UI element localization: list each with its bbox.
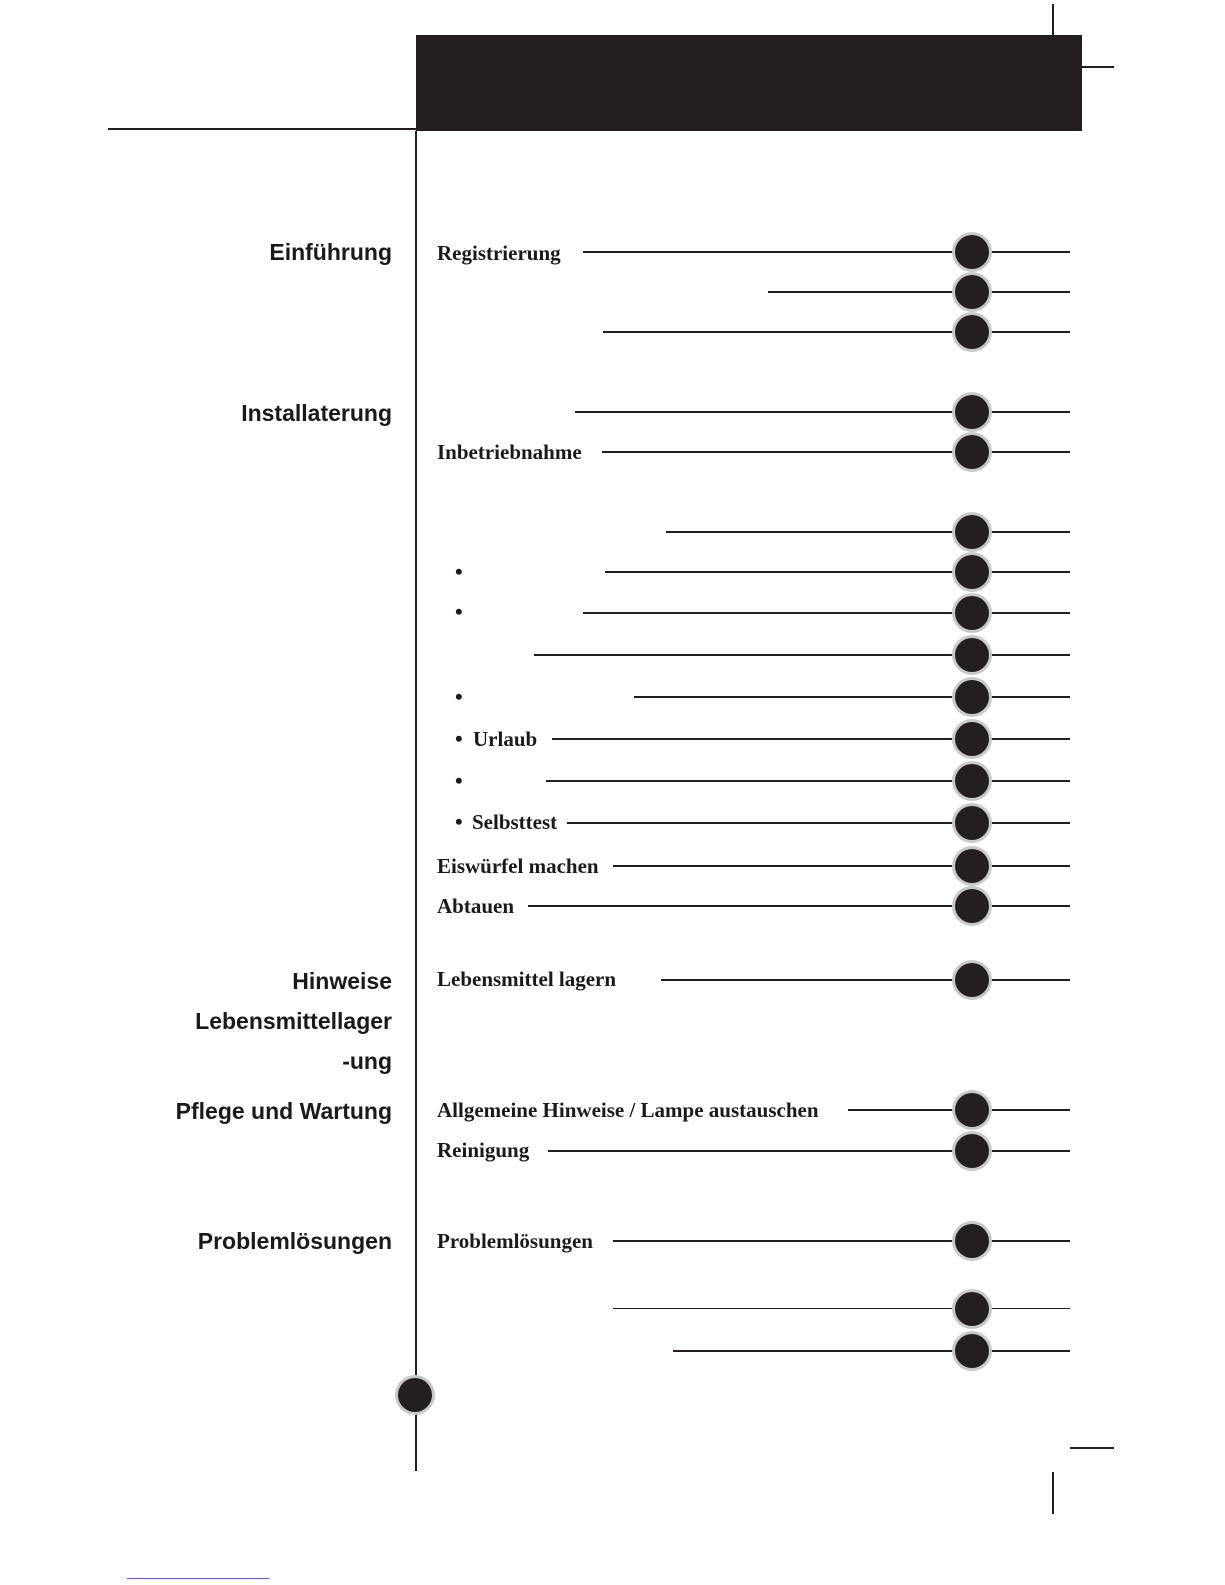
toc-leader-line <box>613 865 1070 867</box>
bullet-icon: • <box>455 809 463 834</box>
toc-entry-registrierung[interactable]: Registrierung <box>437 241 561 265</box>
section-heading-trouble: Problemlösungen <box>197 1228 392 1254</box>
toc-page-dot <box>955 764 989 798</box>
bullet-icon: • <box>455 559 463 584</box>
toc-entry-selbsttest[interactable]: Selbsttest <box>472 810 558 834</box>
section-heading-hints: Hinweise <box>292 968 392 994</box>
toc-leader-line <box>583 251 1070 253</box>
header-bar <box>416 35 1082 131</box>
toc-page-dot <box>955 1292 989 1326</box>
toc-leader-line <box>634 696 1070 698</box>
toc-leader-line <box>575 411 1070 413</box>
toc-page-dot <box>955 1093 989 1127</box>
bullet-icon: • <box>455 599 463 624</box>
toc-page-dot <box>955 555 989 589</box>
page-number-dot <box>398 1378 432 1412</box>
header-rule <box>108 128 416 130</box>
toc-leader-line <box>567 822 1070 824</box>
crop-mark-bottom-horizontal <box>1070 1447 1114 1449</box>
toc-page-dot <box>955 515 989 549</box>
toc-page-dot <box>955 275 989 309</box>
toc-leader-line <box>768 291 1070 293</box>
section-heading-hints-3: -ung <box>342 1048 392 1074</box>
toc-page-dot <box>955 1134 989 1168</box>
section-heading-hints-2: Lebensmittellager <box>195 1008 392 1034</box>
toc-entry-lebensmittel[interactable]: Lebensmittel lagern <box>437 967 617 991</box>
toc-entry-problemloesungen[interactable]: Problemlösungen <box>437 1229 593 1253</box>
vertical-divider <box>415 131 417 1471</box>
toc-leader-line <box>661 979 1070 981</box>
toc-entry-allgemeine-hinweise[interactable]: Allgemeine Hinweise / Lampe austauschen <box>437 1098 819 1122</box>
section-heading-intro: Einführung <box>269 239 392 265</box>
toc-entry-eiswuerfel[interactable]: Eiswürfel machen <box>437 854 599 878</box>
toc-leader-line <box>666 531 1070 533</box>
toc-entry-urlaub[interactable]: Urlaub <box>473 727 538 751</box>
toc-entry-reinigung[interactable]: Reinigung <box>437 1138 530 1162</box>
toc-page-dot <box>955 889 989 923</box>
bullet-icon: • <box>455 726 463 751</box>
section-heading-care: Pflege und Wartung <box>175 1098 392 1124</box>
toc-page-dot <box>955 315 989 349</box>
toc-leader-line <box>603 331 1070 333</box>
toc-leader-line <box>613 1308 1070 1309</box>
toc-page-dot <box>955 1334 989 1368</box>
footer-link-underline <box>127 1578 269 1579</box>
toc-page-dot <box>955 806 989 840</box>
toc-leader-line <box>613 1240 1070 1242</box>
toc-page-dot <box>955 596 989 630</box>
toc-page-dot <box>955 395 989 429</box>
toc-leader-line <box>583 612 1070 614</box>
section-heading-install: Installaterung <box>241 400 392 426</box>
crop-mark-top-vertical <box>1052 4 1054 35</box>
toc-leader-line <box>546 780 1070 782</box>
toc-page-dot <box>955 435 989 469</box>
toc-page-dot <box>955 638 989 672</box>
toc-page-dot <box>955 680 989 714</box>
toc-page-dot <box>955 849 989 883</box>
bullet-icon: • <box>455 768 463 793</box>
crop-mark-top-horizontal <box>1082 66 1114 68</box>
toc-leader-line <box>605 571 1070 573</box>
toc-leader-line <box>602 451 1070 453</box>
toc-leader-line <box>673 1350 1070 1352</box>
toc-leader-line <box>534 654 1070 656</box>
toc-page-dot <box>955 963 989 997</box>
toc-page-dot <box>955 722 989 756</box>
toc-leader-line <box>548 1150 1070 1152</box>
toc-leader-line <box>552 738 1070 740</box>
toc-entry-inbetriebnahme[interactable]: Inbetriebnahme <box>437 440 582 464</box>
bullet-icon: • <box>455 684 463 709</box>
toc-page-dot <box>955 1224 989 1258</box>
toc-entry-abtauen[interactable]: Abtauen <box>437 894 515 918</box>
toc-page-dot <box>955 235 989 269</box>
crop-mark-bottom-vertical <box>1052 1472 1054 1514</box>
